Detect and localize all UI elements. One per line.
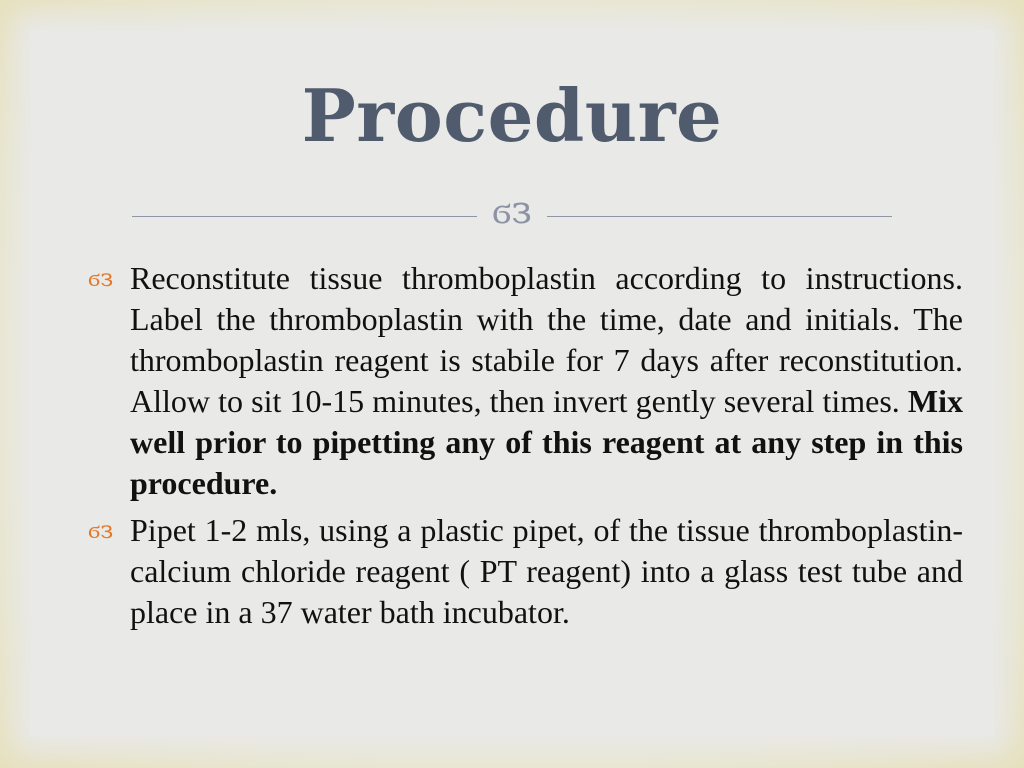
title-divider	[132, 190, 892, 230]
bullet-text: Reconstitute tissue thromboplastin according to instructions. Label the thromboplastin with the time, date and initials. The thromboplastin reagent is stabile for 7 days after reconstitution. Allow to sit 10-15 minutes, then invert gently several times.	[130, 260, 963, 419]
divider-line-left	[132, 216, 477, 217]
bullet-item-2	[88, 510, 963, 633]
bullet-item-1	[88, 258, 963, 504]
bullet-list	[88, 258, 963, 639]
bullet-bold-text: Mix well prior to pipetting any of this reagent at any step in this procedure.	[130, 383, 963, 501]
bullet-ornament-icon: ϭз	[88, 264, 114, 292]
slide-title: Procedure	[301, 73, 723, 158]
bullet-ornament-icon: ϭз	[88, 516, 114, 544]
bullet-text: Pipet 1-2 mls, using a plastic pipet, of the tissue thromboplastin-calcium chloride reagent ( PT reagent) into a glass test tube and place in a 37 water bath incubator.	[130, 512, 963, 630]
divider-line-right	[547, 216, 892, 217]
flourish-ornament-icon: ϭз	[491, 188, 533, 232]
